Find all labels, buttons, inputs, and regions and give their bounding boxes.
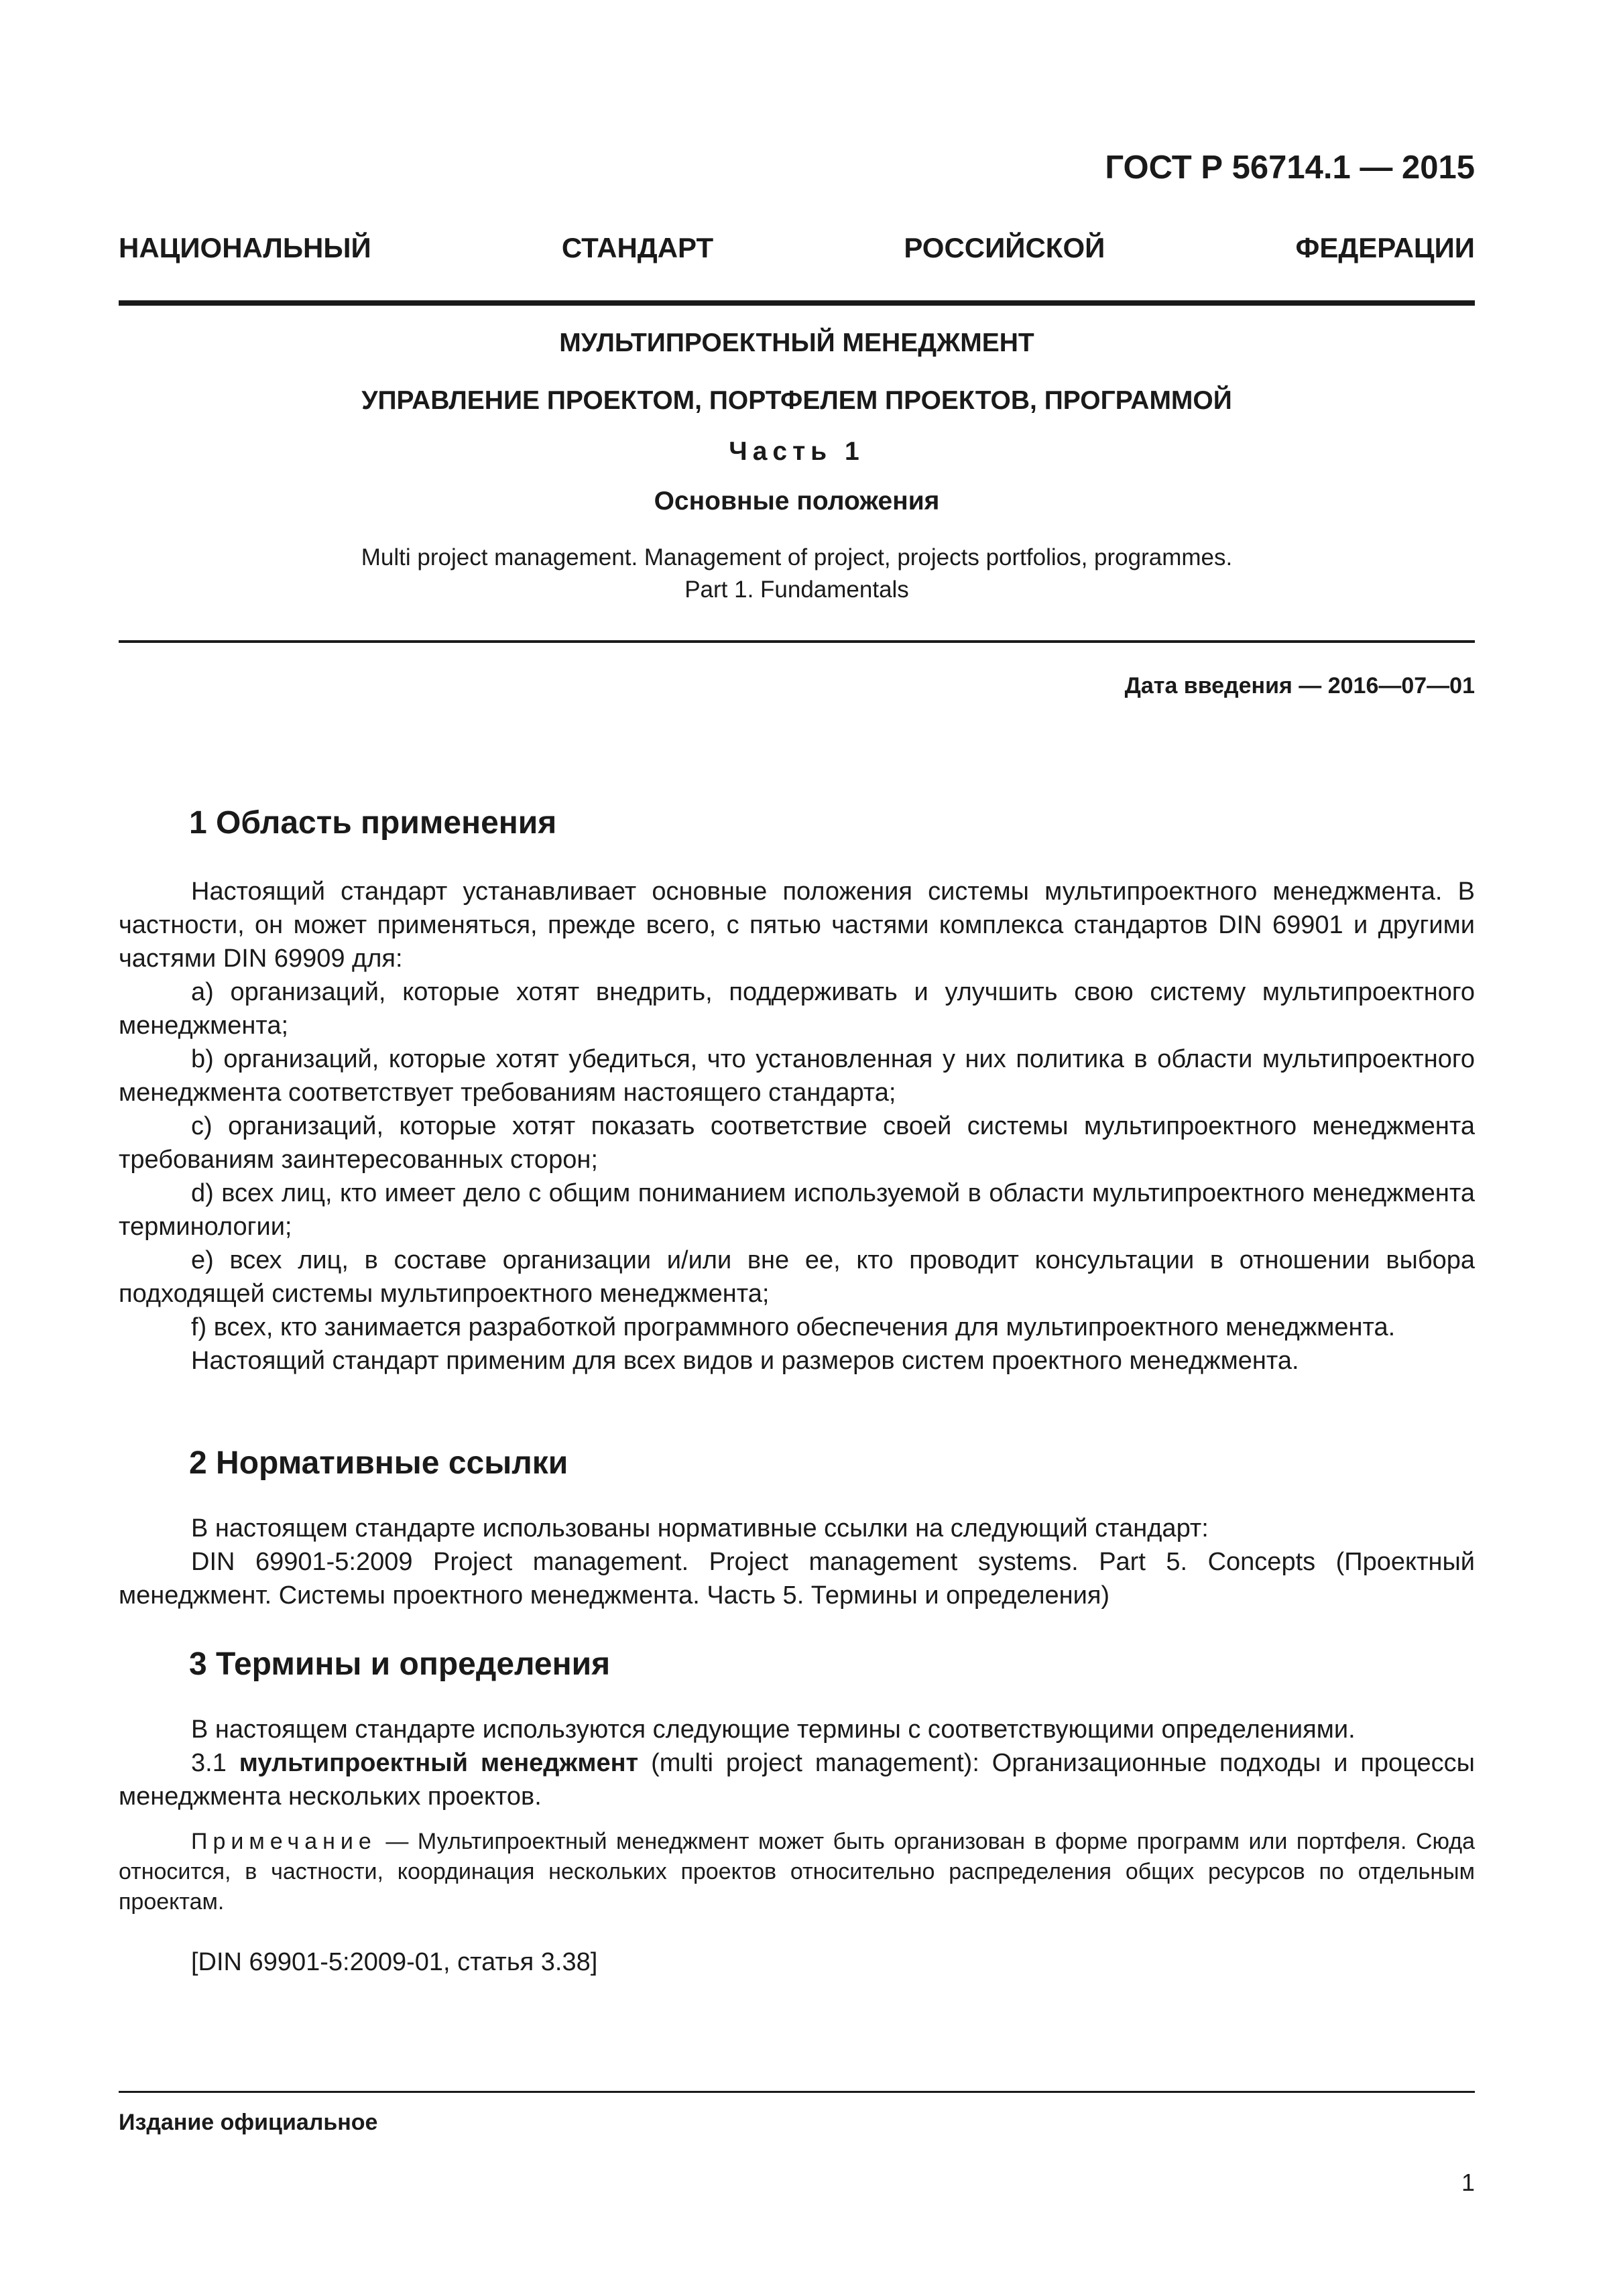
- paragraph: Настоящий стандарт применим для всех видов и размеров систем проектного менеджмента.: [191, 1347, 1299, 1375]
- document-code: ГОСТ Р 56714.1 — 2015: [1105, 149, 1475, 186]
- english-title-line-2: Part 1. Fundamentals: [684, 577, 909, 603]
- term: мультипроектный менеджмент: [239, 1749, 639, 1777]
- term-number: 3.1: [191, 1749, 227, 1777]
- note-label: Примечание: [191, 1829, 377, 1854]
- list-item: f) всех, кто занимается разработкой программного обеспечения для мультипроектного менеджмента.: [191, 1313, 1396, 1341]
- list-item: a) организаций, которые хотят внедрить, поддерживать и улучшить свою систему мультипроектного менеджмента;: [119, 978, 1475, 1040]
- section-3-body: [119, 1713, 1475, 1813]
- paragraph: Настоящий стандарт устанавливает основные положения системы мультипроектного менеджмента. В частности, он может применяться, прежде всего, с пятью частями комплекса стандартов DIN 69901 и другими частями DIN 69909 для:: [119, 878, 1475, 973]
- paragraph: В настоящем стандарте использованы нормативные ссылки на следующий стандарт:: [191, 1514, 1209, 1543]
- note: [119, 1827, 1475, 1917]
- page-number: 1: [1461, 2169, 1475, 2196]
- section-3-heading: 3 Термины и определения: [189, 1646, 611, 1682]
- subtitle: Основные положения: [654, 487, 940, 516]
- list-item: b) организаций, которые хотят убедиться, что установленная у них политика в области мультипроектного менеджмента соответствует требованиям настоящего стандарта;: [119, 1045, 1475, 1107]
- note-text: — Мультипроектный менеджмент может быть организован в форме программ или портфеля. Сюда относится, в частности, координация нескольких проектов относительно распределения общих ресурсов по отдельным проектам.: [119, 1829, 1475, 1915]
- section-2-body: [119, 1512, 1475, 1612]
- section-2-heading: 2 Нормативные ссылки: [189, 1445, 568, 1481]
- term-entry: [119, 1746, 1475, 1813]
- banner-word: НАЦИОНАЛЬНЫЙ: [119, 232, 371, 263]
- english-title: [119, 542, 1475, 606]
- title-line-2: УПРАВЛЕНИЕ ПРОЕКТОМ, ПОРТФЕЛЕМ ПРОЕКТОВ, ПРОГРАММОЙ: [361, 386, 1232, 415]
- banner-word: СТАНДАРТ: [561, 232, 714, 263]
- paragraph: В настоящем стандарте используются следующие термины с соответствующими определениями.: [191, 1715, 1356, 1744]
- banner-word: ФЕДЕРАЦИИ: [1295, 232, 1475, 263]
- edition-label: Издание официальное: [119, 2110, 378, 2135]
- part-label: Часть 1: [729, 437, 865, 466]
- english-title-line-1: Multi project management. Management of project, projects portfolios, programmes.: [361, 544, 1233, 570]
- title-divider: [119, 640, 1475, 643]
- title-line-1: МУЛЬТИПРОЕКТНЫЙ МЕНЕДЖМЕНТ: [559, 328, 1034, 357]
- section-1-body: [119, 875, 1475, 1378]
- term-definition: (multi project management): Организационные подходы и процессы менеджмента нескольких проектов.: [119, 1749, 1475, 1811]
- footer-divider: [119, 2091, 1475, 2093]
- term-source: [DIN 69901-5:2009-01, статья 3.38]: [191, 1948, 598, 1976]
- section-1-heading: 1 Область применения: [189, 805, 557, 841]
- list-item: e) всех лиц, в составе организации и/или вне ее, кто проводит консультации в отношении выбора подходящей системы мультипроектного менеджмента;: [119, 1246, 1475, 1308]
- header-divider: [119, 300, 1475, 306]
- national-standard-banner: [119, 232, 1475, 264]
- list-item: c) организаций, которые хотят показать соответствие своей системы мультипроектного менеджмента требованиям заинтересованных сторон;: [119, 1112, 1475, 1174]
- list-item: d) всех лиц, кто имеет дело с общим пониманием используемой в области мультипроектного менеджмента терминологии;: [119, 1179, 1475, 1241]
- banner-word: РОССИЙСКОЙ: [904, 232, 1105, 263]
- introduction-date: Дата введения — 2016—07—01: [1124, 673, 1475, 699]
- reference-entry: DIN 69901-5:2009 Project management. Project management systems. Part 5. Concepts (Проектный менеджмент. Системы проектного менеджмента. Часть 5. Термины и определения): [119, 1548, 1475, 1610]
